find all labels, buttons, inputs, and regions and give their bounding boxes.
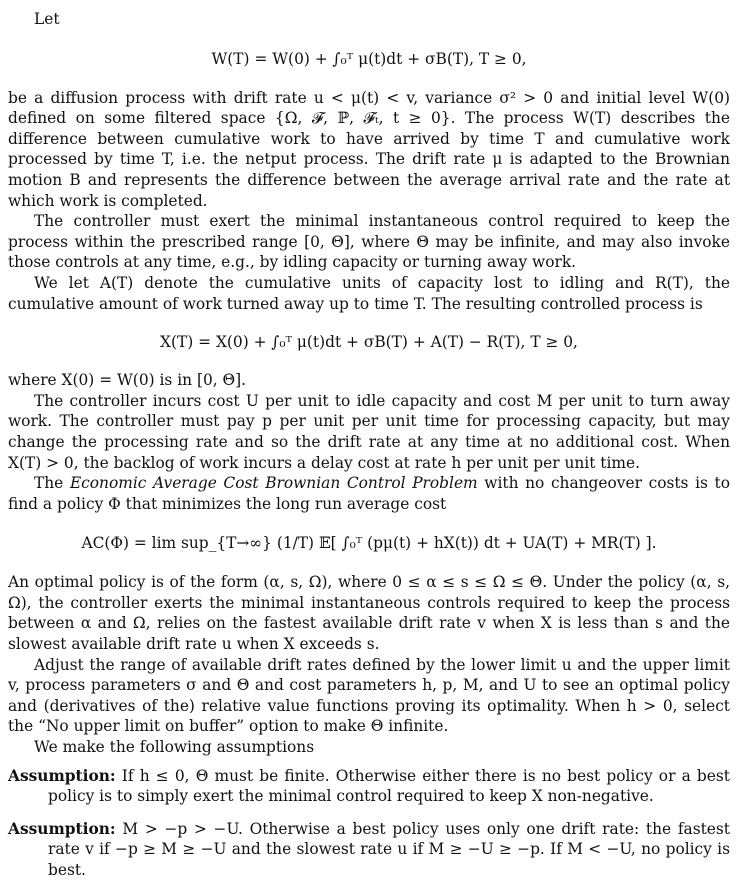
equation-brownian: W(T) = W(0) + ∫₀ᵀ μ(t)dt + σB(T), T ≥ 0, xyxy=(211,49,527,68)
assumption-1 xyxy=(8,766,730,807)
let-line: Let xyxy=(34,10,60,28)
paragraph-assumptions-intro: We make the following assumptions xyxy=(34,738,315,757)
equation-controlled: X(T) = X(0) + ∫₀ᵀ μ(t)dt + σB(T) + A(T) − R(T), T ≥ 0, xyxy=(160,333,578,352)
assumption-2 xyxy=(8,819,730,881)
assumption-2-label: Assumption: xyxy=(8,819,116,838)
problem-pre: The xyxy=(34,474,70,493)
paragraph-costs: The controller incurs cost U per unit to idle capacity and cost M per unit to turn away work. The controller must pay p per unit per unit time for processing capacity, but may change the processing rate and so the drift rate at any time at no additional cost. When X(T) > 0, the backlog of work incurs a delay cost at rate h per unit per unit time. xyxy=(8,391,730,472)
equation-average-cost: AC(Φ) = lim sup_{T→∞} (1/T) 𝔼[ ∫₀ᵀ (pμ(t) + hX(t)) dt + UA(T) + MR(T) ]. xyxy=(81,534,657,553)
paragraph-initial: where X(0) = W(0) is in [0, Θ]. xyxy=(8,371,247,390)
paragraph-optimal-policy: An optimal policy is of the form (α, s, Ω), where 0 ≤ α ≤ s ≤ Ω ≤ Θ. Under the policy (α, s, Ω), the controller exerts the minimal instantaneous controls required to keep the process between α and Ω, relies on the fastest available drift rate v when X is less than s and the slowest available drift rate u when X exceeds s. xyxy=(8,573,730,654)
paragraph-cumulative: We let A(T) denote the cumulative units of capacity lost to idling and R(T), the cumulative amount of work turned away up to time T. The resulting controlled process is xyxy=(8,273,730,313)
assumption-1-text: If h ≤ 0, Θ must be finite. Otherwise either there is no best policy or a best policy is to simply exert the minimal control required to keep X non-negative. xyxy=(48,766,730,806)
paragraph-adjust: Adjust the range of available drift rates defined by the lower limit u and the upper limit v, process parameters σ and Θ and cost parameters h, p, M, and U to see an optimal policy and (derivatives of the) relative value functions proving its optimality. When h > 0, select the “No upper limit on buffer” option to make Θ infinite. xyxy=(8,655,730,736)
paragraph-diffusion: be a diffusion process with drift rate u < μ(t) < v, variance σ² > 0 and initial level W(0) defined on some filtered space {Ω, 𝓕, ℙ, 𝓕ₜ, t ≥ 0}. The process W(T) describes the difference between cumulative work to have arrived by time T and cumulative work processed by time T, i.e. the netput process. The drift rate μ is adapted to the Brownian motion B and represents the difference between the average arrival rate and the rate at which work is completed. xyxy=(8,88,730,210)
problem-post: with no changeover costs is to find a policy Φ that minimizes the long run average cost xyxy=(8,474,731,513)
assumption-2-text: M > −p > −U. Otherwise a best policy uses only one drift rate: the fastest rate v if −p ≥ M ≥ −U and the slowest rate u if M ≥ −U ≥ −p. If M < −U, no policy is best. xyxy=(48,819,730,879)
assumption-1-label: Assumption: xyxy=(8,766,116,785)
problem-name: Economic Average Cost Brownian Control Problem xyxy=(69,474,478,493)
paragraph-controller-range: The controller must exert the minimal instantaneous control required to keep the process within the prescribed range [0, Θ], where Θ may be infinite, and may also invoke those controls at any time, e.g., by idling capacity or turning away work. xyxy=(8,212,730,272)
paragraph-problem xyxy=(8,473,730,514)
